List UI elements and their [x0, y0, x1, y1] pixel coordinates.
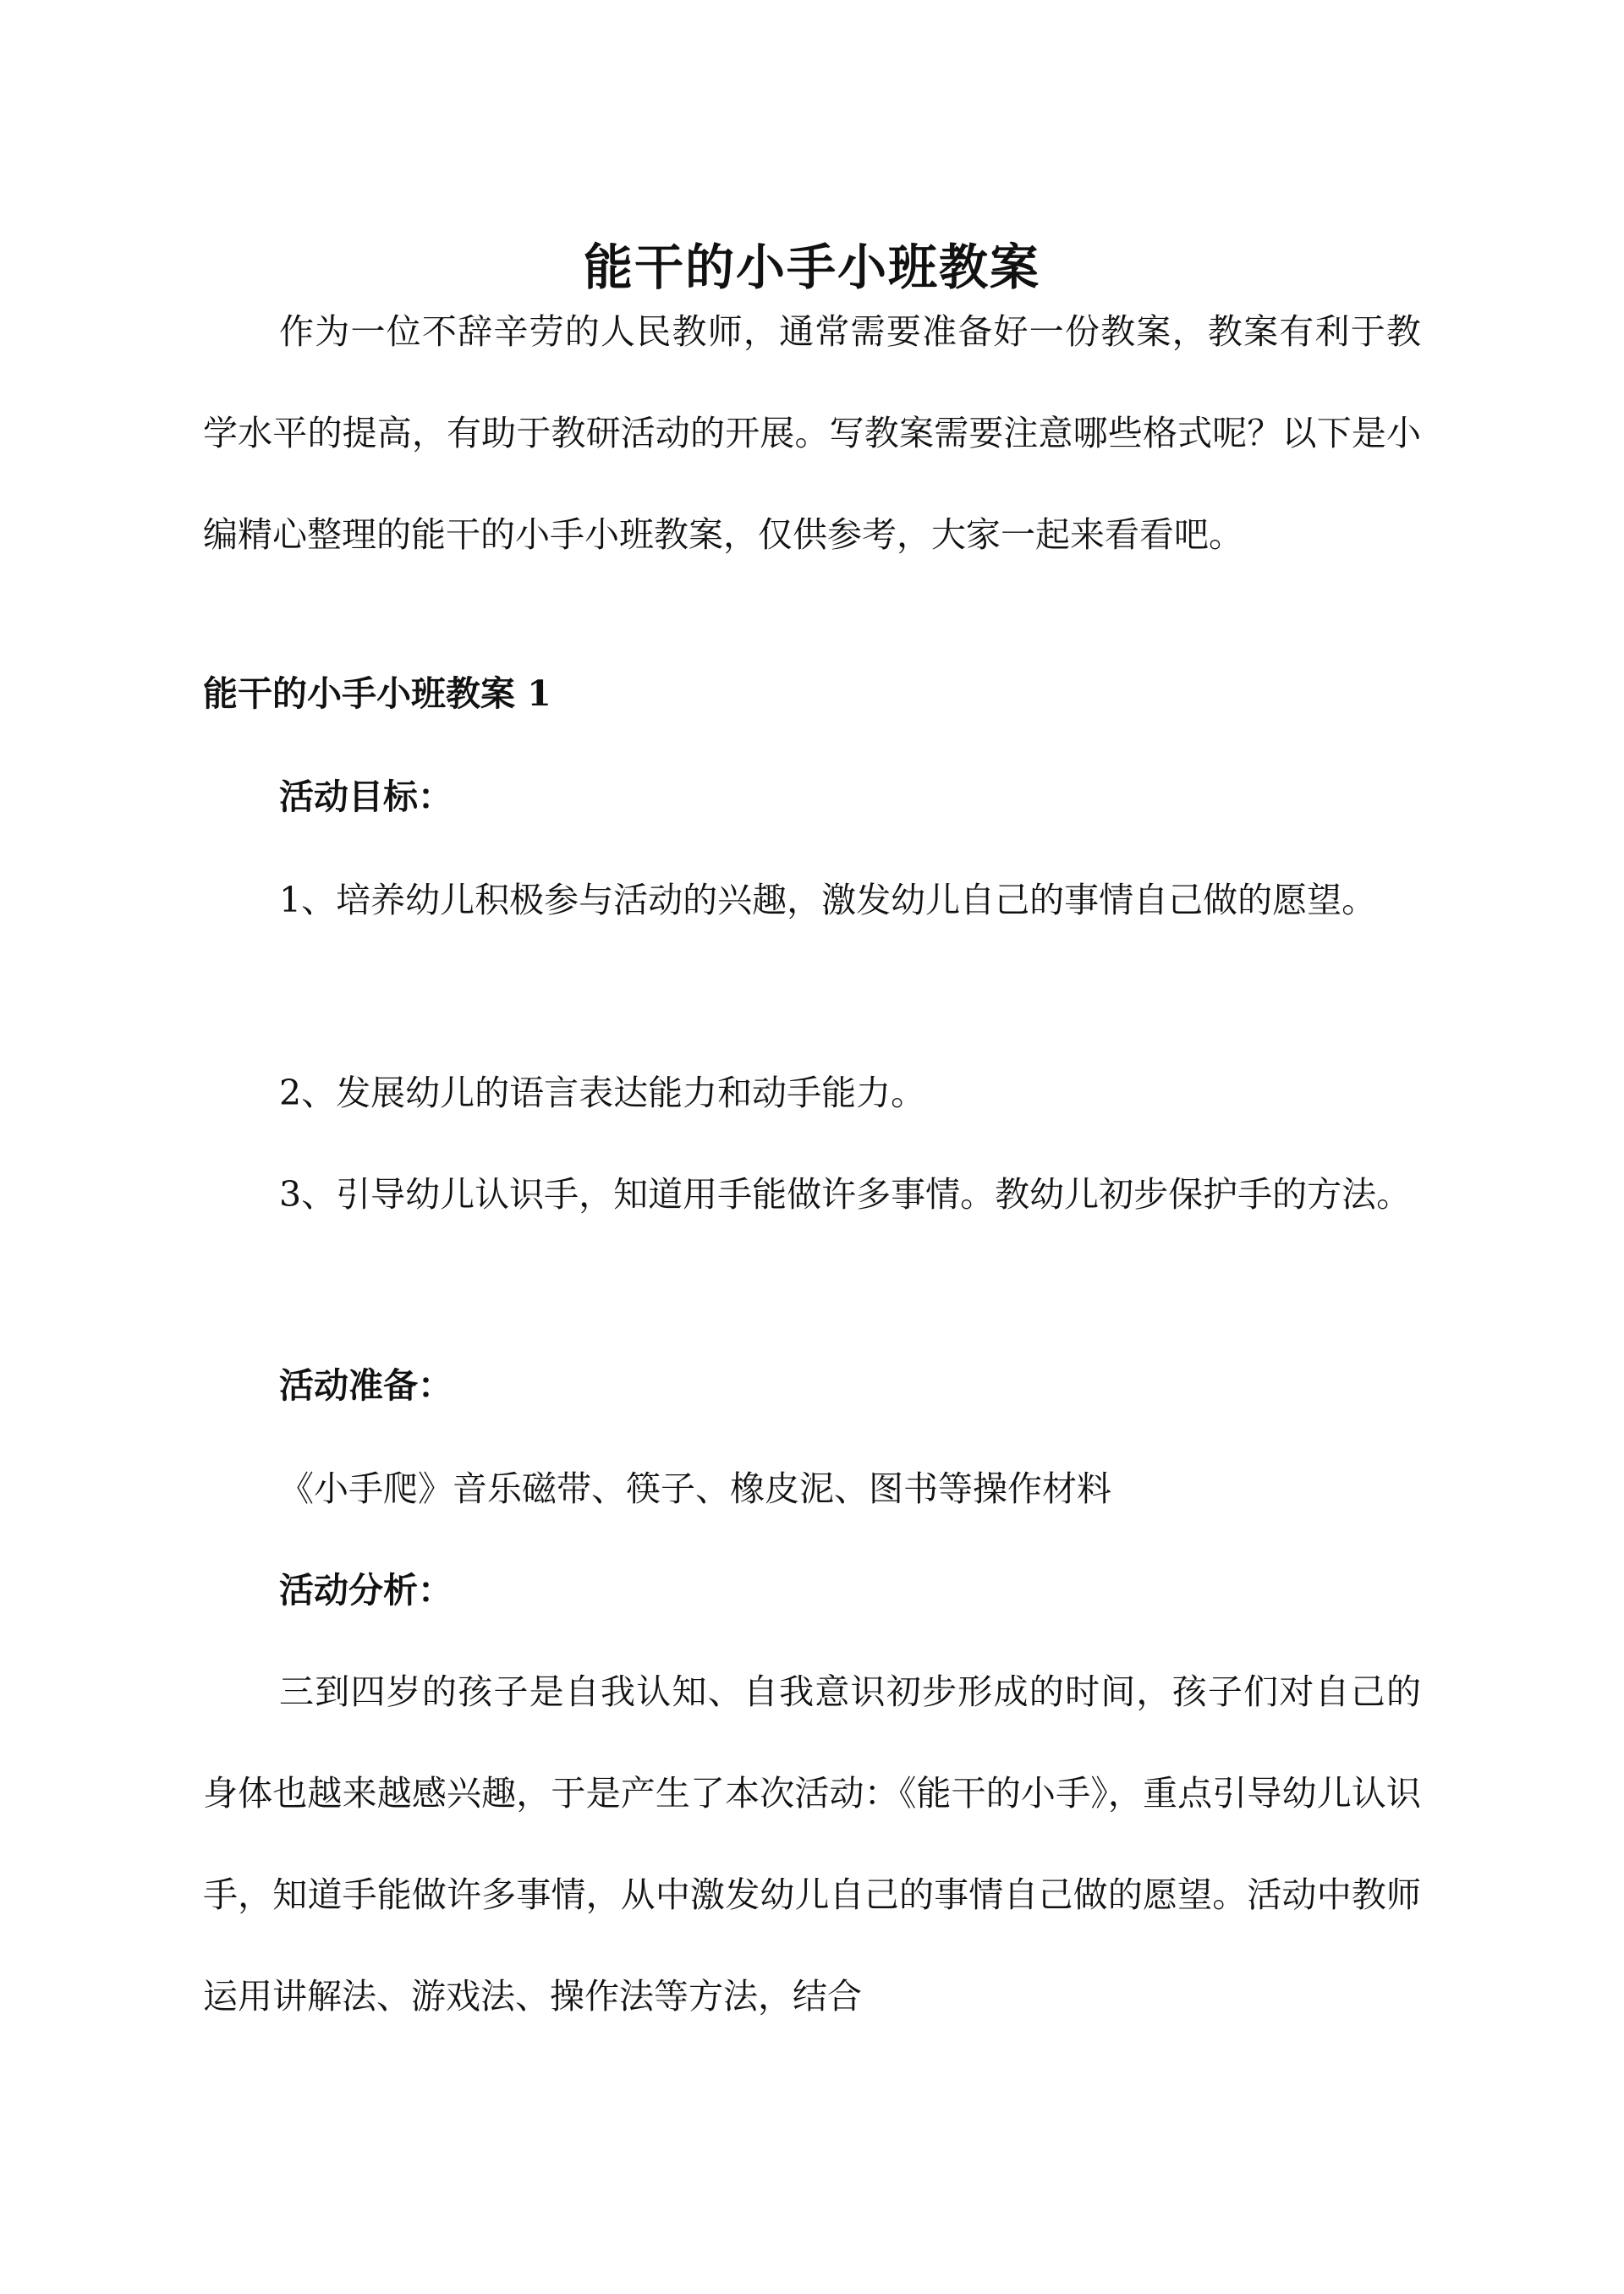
analysis-heading: 活动分析： — [279, 1570, 453, 1611]
section-1-title: 能干的小手小班教案 1 — [203, 673, 551, 714]
goals-heading: 活动目标： — [279, 777, 453, 817]
preparation-text: 《小手爬》音乐磁带、筷子、橡皮泥、图书等操作材料 — [279, 1468, 1111, 1509]
intro-paragraph: 作为一位不辞辛劳的人民教师，通常需要准备好一份教案，教案有利于教学水平的提高，有助于教研活动的开展。写教案需要注意哪些格式呢？以下是小编精心整理的能干的小手小班教案，仅供参考，大家一起来看看吧。 — [203, 311, 1421, 555]
preparation-heading: 活动准备： — [279, 1365, 453, 1406]
document-title: 能干的小手小班教案 — [583, 238, 1040, 296]
goal-item-2: 2、发展幼儿的语言表达能力和动手能力。 — [279, 1073, 926, 1113]
goal-item-3: 3、引导幼儿认识手，知道用手能做许多事情。教幼儿初步保护手的方法。 — [279, 1174, 1412, 1215]
analysis-paragraph: 三到四岁的孩子是自我认知、自我意识初步形成的时间，孩子们对自己的身体也越来越感兴趣，于是产生了本次活动：《能干的小手》，重点引导幼儿认识手，知道手能做许多事情，从中激发幼儿自己的事情自己做的愿望。活动中教师运用讲解法、游戏法、操作法等方法，结合 — [203, 1671, 1421, 2017]
goal-item-1: 1、培养幼儿积极参与活动的兴趣，激发幼儿自己的事情自己做的愿望。 — [279, 880, 1377, 920]
